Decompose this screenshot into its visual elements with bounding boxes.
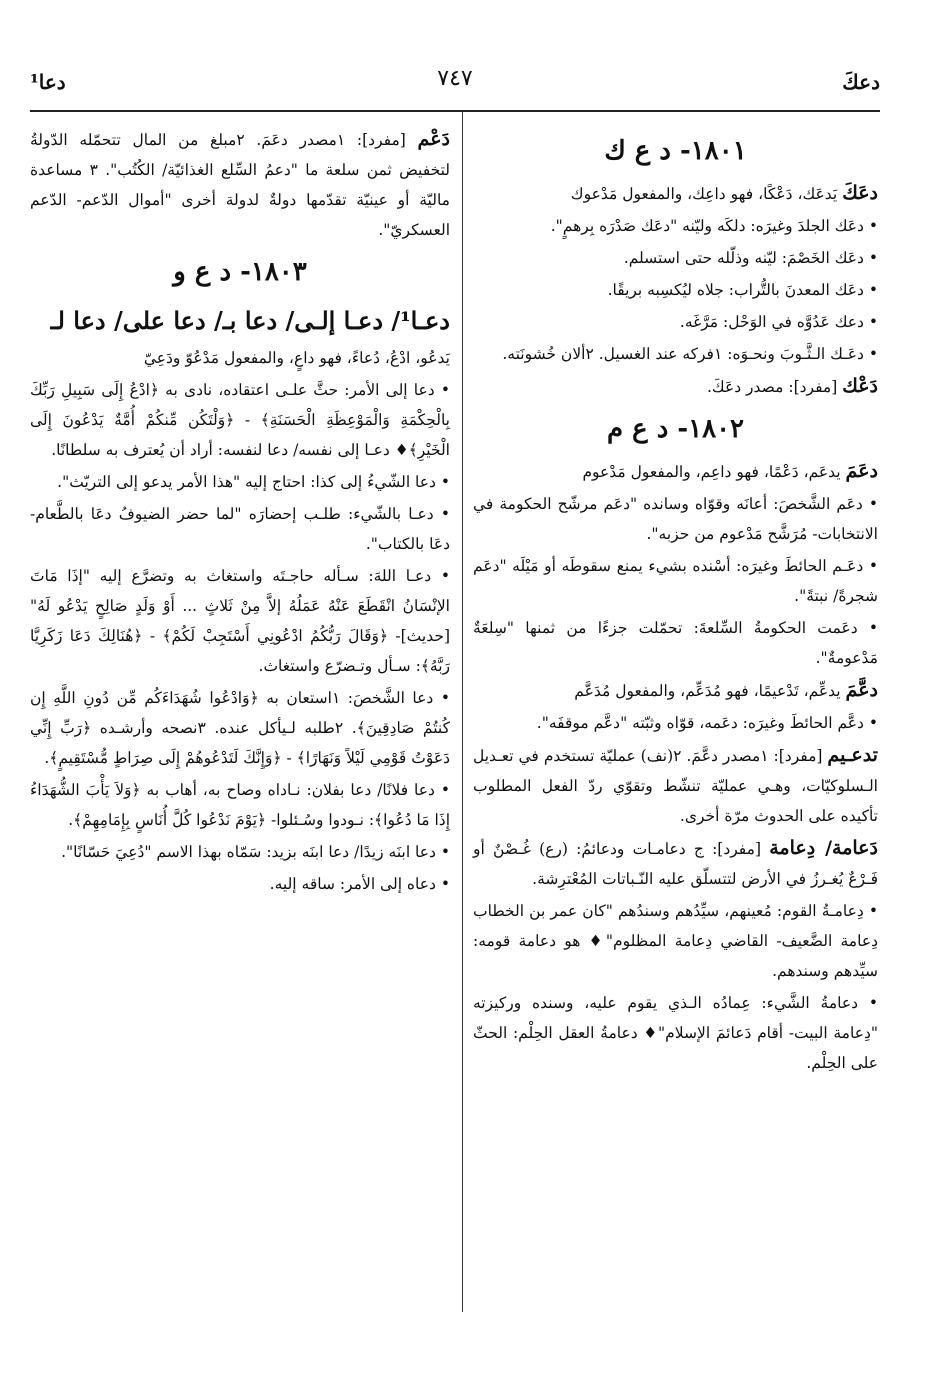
left-column xyxy=(30,124,450,901)
headword: دعَكَ xyxy=(842,182,878,204)
sense: • دعا إلى الأمر: حثَّ علـى اعتقاده، نادى به ﴿ادْعُ إِلَى سَبِيلِ رَبِّكَ بِالْحِكْمَةِ وَالْمَوْعِظَةِ الْحَسَنَةِ﴾ - ﴿وَلْتَكُن مِّنكُمْ أُمَّةٌ يَدْعُونَ إِلَى الْخَيْرِ﴾♦ دعـا إلى نفسه/ دعا لنفسه: أراد أن يُعترف به سلطانًا. xyxy=(30,381,450,459)
sense: • دِعامـةُ القوم: مُعينهم، سيِّدُهم وسندُهم "كان عمر بن الخطاب دِعامة الضَّعيف- القاضي دِعامة المظلوم"♦ هو دعامة قومه: سيِّدهم وسندهم. xyxy=(473,902,878,980)
sense: • دعك عَدُوَّه في الوَحْل: مَرَّغَه. xyxy=(679,313,878,331)
headword: دعَمَ xyxy=(845,460,878,482)
headword: تدعـيم xyxy=(827,744,878,766)
sense: • دعا الشَّخصَ: ١استعان به ﴿وَادْعُوا شُهَدَاءَكُم مِّن دُونِ اللَّهِ إِن كُنتُمْ صَادِقِينَ﴾. ٢طلبه لـيأكل عنده. ٣نصحه وأرشـده ﴿رَبِّ إِنِّي دَعَوْتُ قَوْمِي لَيْلاً وَنَهَارًا﴾ - ﴿وَإِنَّكَ لَتَدْعُوهُمْ إِلَى صِرَاطٍ مُّسْتَقِيمٍ﴾. xyxy=(30,689,450,767)
page-header xyxy=(30,62,880,102)
sense: • دعا فلانًا/ دعا بفلان: نـاداه وصاح به، أهاب به ﴿وَلاَ يَأْبَ الشُّهَدَاءُ إِذَا مَا دُعُوا﴾: نـودوا وسُـئلوا- ﴿يَوْمَ نَدْعُوا كُلَّ أُنَاسٍ بِإِمَامِهِمْ﴾. xyxy=(30,781,450,829)
running-head-left: دعا¹ xyxy=(30,70,66,94)
sense: • دعَّم الحائطَ وغيرَه: دعَمه، قوّاه وثبّته "دعَّم موقفَه". xyxy=(536,714,878,732)
headword: دعَّمَ xyxy=(845,679,878,701)
right-column xyxy=(473,124,878,1080)
header-rule xyxy=(30,110,880,112)
sense: • دعامةُ الشَّيء: عِمادُه الـذي يقوم عليه، وسنده وركيزته "دِعامة البيت- أقام دَعائمَ الإسلام"♦ دعامةُ العقل الحِلْم: الحثّ على الحِلْم. xyxy=(473,994,878,1072)
sense: • دعَم الشَّخصَ: أعانَه وقوّاه وسانده "دعَم مرشّح الحكومة في الانتخابات- مُرَشَّح مَدْعوم من حزبه". xyxy=(473,495,878,543)
sense: • دعا الشّيءُ إلى كذا: احتاج إليه "هذا الأمر يدعو إلى التريّث". xyxy=(57,473,450,491)
sense: • دعـا اللهَ: سـأله حاجـتَه واستغاث به وتضرَّع إليه "إذَا مَاتَ الإنْسَانُ انْقَطَعَ عَنْهُ عَمَلُهُ إلاَّ مِنْ ثَلاثٍ ... أَوْ وَلَدٍ صَالِحٍ يَدْعُو لَهُ" [حديث]- ﴿وَقَالَ رَبُّكُمُ ادْعُونِي أَسْتَجِبْ لَكُمْ﴾ - ﴿هُنَالِكَ دَعَا زَكَرِيَّا رَبَّهُ﴾: سـأل وتـضرّع واستغاث. xyxy=(30,567,450,675)
section-title-1803: ١٨٠٣- د ع و xyxy=(173,257,307,287)
entry-text: [مفرد]: مصدر دعَكَ. xyxy=(706,378,843,396)
section-title-1802: ١٨٠٢- د ع م xyxy=(607,414,744,444)
entry-daama-intensive xyxy=(473,675,878,706)
sense: • دعَك المعدنَ بالتُّراب: جلاه ليُكسِبه بريقًا. xyxy=(607,281,878,299)
headword: دَعْك xyxy=(842,375,878,397)
entry-text: يَدعَك، دَعْكًا، فهو داعِك، والمفعول مَدْعوك xyxy=(570,185,843,203)
entry-text: يدعِّم، تَدْعيمًا، فهو مُدَعِّم، والمفعول مُدَعَّم xyxy=(574,682,846,700)
column-divider xyxy=(462,112,463,1312)
sense: • دعَـم الحائطَ وغيرَه: أسْنده بشيء يمنع سقوطَه أو مَيْلَه "دعَم شجرةً/ نبتةً". xyxy=(473,557,878,605)
entry-headline-daa: دعـا¹/ دعـا إلـى/ دعا بـ/ دعا على/ دعا لـ xyxy=(50,306,450,335)
section-title-1801: ١٨٠١- د ع ك xyxy=(604,136,747,166)
entry-tadim xyxy=(473,740,878,831)
sense: • دعـا بالشّيء: طلـب إحضارَه "لما حضر الضيوفُ دعَا بالطَّعام- دعَا بالكتاب". xyxy=(30,505,450,553)
entry-text: [مفرد]: ١مصدر دعَّمَ. ٢(نف) عمليّة تستخدم في تعـديل الـسلوكيّات، وهـي عمليّة تنشّط وتقوّي ردّ الفعل المطلوب تأكيده على الحدوث مرّة أخرى. xyxy=(473,747,878,825)
page-number: ٧٤٧ xyxy=(437,66,473,91)
entry-intro: يَدعُو، ادْعُ، دُعاءً، فهو داعٍ، والمفعول مَدْعُوّ ودَعِيّ xyxy=(143,349,450,367)
entry-daama xyxy=(473,456,878,487)
headword: دَعامة/ دِعامة xyxy=(769,837,878,859)
sense: • دعا ابنَه زيدًا/ دعا ابنَه بزيد: سَمّاه بهذا الاسم "دُعِيَ حَسّانًا". xyxy=(61,843,450,861)
sense: • دعاه إلى الأمر: ساقه إليه. xyxy=(269,875,450,893)
entry-text: [مفرد]: ج دعامـات ودعائمُ: (رع) غُـصْنٌ أو فَـرْعٌ يُغـرزُ في الأرض لتتسلّق عليه النّـباتات المُعْترِشة. xyxy=(473,840,878,888)
headword: دَعْم xyxy=(417,128,450,150)
entry-diama xyxy=(473,833,878,894)
sense: • دعَمت الحكومةُ السِّلعةَ: تحمّلت جزءًا من ثمنها "سِلعَةٌ مَدْعومةٌ". xyxy=(473,619,878,667)
entry-daaka xyxy=(473,178,878,209)
sense: • دعَك الجلدَ وغيرَه: دلكَه وليّنه "دعَك صَدْرَه بِرهمٍ". xyxy=(550,217,878,235)
entry-dak xyxy=(473,371,878,402)
entry-text: [مفرد]: ١مصدر دعَمَ. ٢مبلغ من المال تتحمّله الدّولةُ لتخفيض ثمن سلعة ما "دعمُ السِّلع الغذائيّة/ الكُتُب". ٣ مساعدة ماليّة أو عينيّة تقدّمها دولةٌ لدولة أخرى "أموال الدّعم- الدّعم العسكريّ". xyxy=(30,131,450,239)
entry-dam xyxy=(30,124,450,245)
sense: • دعَك الخَصْمَ: ليّنه وذلّله حتى استسلم. xyxy=(623,249,878,267)
entry-text: يدعَم، دَعْمًا، فهو داعِم، والمفعول مَدْعوم xyxy=(582,463,846,481)
sense: • دعَـك الـثَّـوبَ ونحـوَه: ١فركه عند الغسيل. ٢ألان خُشونَته. xyxy=(502,345,878,363)
running-head-right: دعكَ xyxy=(842,70,880,94)
